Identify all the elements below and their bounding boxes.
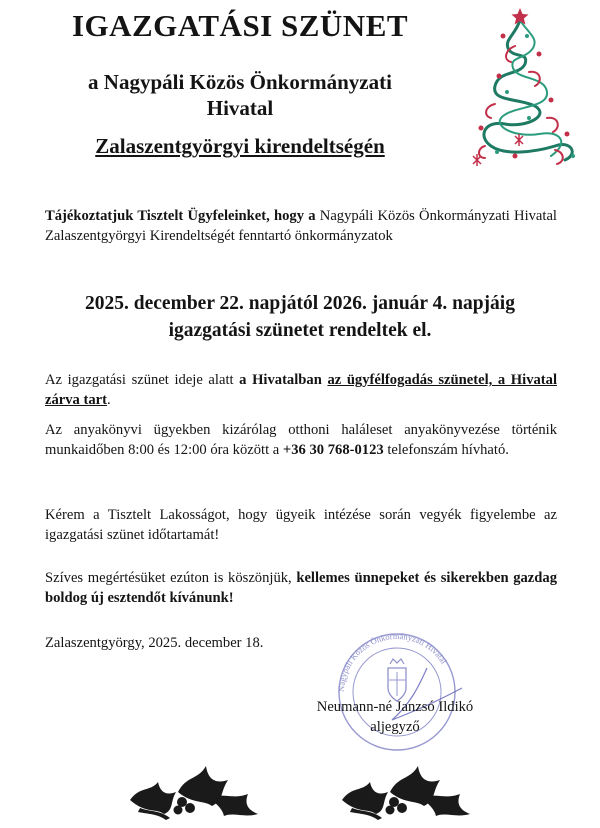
greeting-pre: Szíves megértésüket ezúton is köszönjük, <box>45 570 292 586</box>
closure-paragraph <box>45 370 557 410</box>
place-date: Zalaszentgyörgy, 2025. december 18. <box>45 635 264 651</box>
official-stamp <box>322 628 472 758</box>
stamp-text: Nagypáli Közös Önkormányzati Hivatal <box>335 630 450 693</box>
closure-end: . <box>107 392 111 408</box>
registry-end: telefonszám hívható. <box>387 442 509 458</box>
office-branch: Zalaszentgyörgyi kirendeltségén <box>95 134 385 158</box>
document-title: IGAZGATÁSI SZÜNET <box>71 8 409 43</box>
dates-line-1: 2025. december 22. napjától 2026. január 4. napjáig <box>85 293 515 314</box>
request-paragraph: Kérem a Tisztelt Lakosságot, hogy ügyeik intézése során vegyék figyelembe az igazgatási szünet időtartamát! <box>45 507 557 543</box>
holly-icon <box>120 752 265 822</box>
intro-paragraph <box>45 206 557 246</box>
registry-phone: +36 30 768-0123 <box>282 442 384 458</box>
greeting-paragraph <box>45 568 557 608</box>
signature-block <box>300 697 490 737</box>
office-name-line-2: Hivatal <box>206 96 274 120</box>
registry-text: Az anyakönyvi ügyekben kizárólag otthoni haláleset anyakönyvezése történik munkaidőben 8:00 és 12:00 óra között a <box>45 422 557 458</box>
office-name-line-1: a Nagypáli Közös Önkormányzati <box>88 70 392 94</box>
dates-line-2: igazgatási szünetet rendeltek el. <box>168 320 432 341</box>
signatory-name: Neumann-né Janzsó Ildikó <box>316 699 474 715</box>
closure-emphasis: az ügyfélfogadás szünetel, a Hivatal zárva tart <box>45 372 557 408</box>
closure-bold: a Hivatalban <box>239 372 322 388</box>
holly-icon <box>332 752 477 822</box>
registry-paragraph <box>45 420 557 460</box>
closure-pre: Az igazgatási szünet ideje alatt <box>45 372 234 388</box>
christmas-tree-icon <box>455 6 585 174</box>
closure-dates <box>30 290 570 344</box>
svg-text:Nagypáli Közös Önkormányzati H <box>336 631 449 692</box>
intro-bold: Tájékoztatjuk Tisztelt Ügyfeleinket, hogy a <box>45 208 316 224</box>
intro-text: Nagypáli Közös Önkormányzati Hivatal Zalaszentgyörgyi Kirendeltségét fenntartó önkormányzatok <box>45 208 557 244</box>
signatory-role: aljegyző <box>370 719 420 735</box>
greeting-bold: kellemes ünnepeket és sikerekben gazdag boldog új esztendőt kívánunk! <box>45 570 557 606</box>
